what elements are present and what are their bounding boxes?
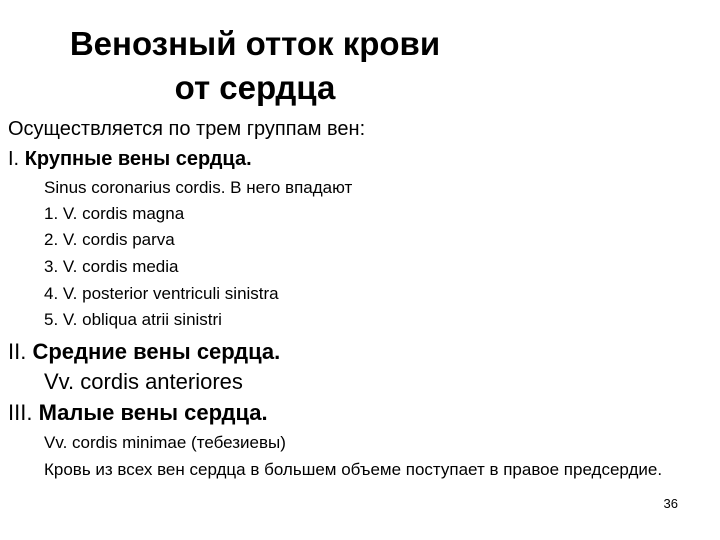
- group-1-item: 5. V. obliqua atrii sinistri: [44, 310, 222, 329]
- title-line-1: Венозный отток крови: [69, 25, 441, 62]
- group-2-number: II.: [8, 339, 27, 364]
- group-3-heading: [8, 399, 268, 427]
- group-1-item: 4. V. posterior ventriculi sinistra: [44, 284, 279, 303]
- group-1-item: 1. V. cordis magna: [44, 204, 185, 223]
- group-2-detail: Vv. cordis anteriores: [44, 369, 243, 394]
- group-3-number: III.: [8, 400, 33, 425]
- closing-text: Кровь из всех вен сердца в большем объеме поступает в правое предсердие.: [44, 460, 663, 479]
- title-line-2: от сердца: [174, 69, 336, 106]
- group-3-detail: Vv. cordis minimae (тебезиевы): [44, 433, 286, 452]
- group-2-heading: [8, 338, 280, 366]
- group-1-number: I.: [8, 148, 20, 170]
- group-2-name: Средние вены сердца.: [32, 339, 281, 364]
- group-1-item: 2. V. cordis parva: [44, 230, 175, 249]
- group-1-name: Крупные вены сердца.: [24, 148, 252, 170]
- group-3-name: Малые вены сердца.: [38, 400, 268, 425]
- page-number: 36: [663, 496, 678, 511]
- group-1-heading: [8, 146, 252, 172]
- group-1-item: 3. V. cordis media: [44, 257, 179, 276]
- slide-title: [0, 22, 510, 110]
- group-1-subtitle: Sinus coronarius cordis. В него впадают: [44, 178, 353, 197]
- intro-text: Осуществляется по трем группам вен:: [8, 118, 366, 140]
